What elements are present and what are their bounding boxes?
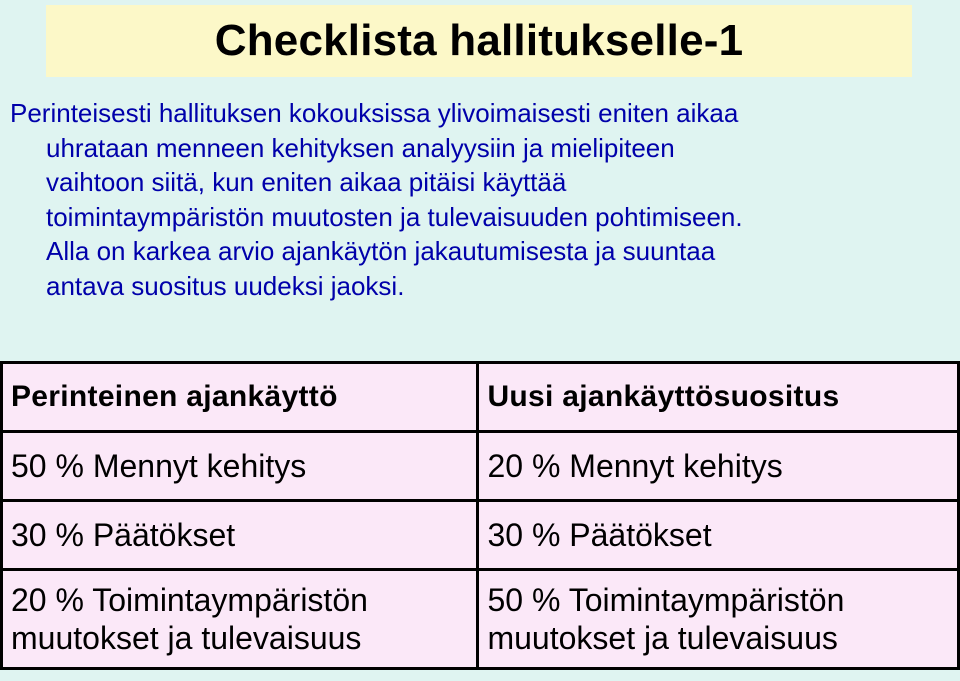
cell-recommended: 30 % Päätökset <box>478 501 959 570</box>
table-header-row <box>2 363 959 432</box>
table-row <box>2 570 959 669</box>
intro-line: Alla on karkea arvio ajankäytön jakautumisesta ja suuntaa <box>46 236 716 266</box>
page-title: Checklista hallitukselle-1 <box>214 16 744 65</box>
intro-line: antava suositus uudeksi jaoksi. <box>46 270 405 301</box>
cell-traditional: 20 % Toimintaympäristön muutokset ja tulevaisuus <box>2 570 478 669</box>
intro-paragraph <box>10 96 950 303</box>
table-row <box>2 432 959 501</box>
intro-line: Perinteisesti hallituksen kokouksissa ylivoimaisesti eniten aikaa <box>10 98 739 128</box>
cell-recommended: 20 % Mennyt kehitys <box>478 432 959 501</box>
time-allocation-table <box>0 361 960 670</box>
title-banner <box>46 5 912 77</box>
intro-line: vaihtoon siitä, kun eniten aikaa pitäisi käyttää <box>46 167 567 197</box>
header-traditional: Perinteinen ajankäyttö <box>2 363 478 432</box>
header-recommended: Uusi ajankäyttösuositus <box>478 363 959 432</box>
intro-line: uhrataan menneen kehityksen analyysiin ja mielipiteen <box>46 132 675 163</box>
cell-traditional: 50 % Mennyt kehitys <box>2 432 478 501</box>
table-row <box>2 501 959 570</box>
intro-line: toimintaympäristön muutosten ja tulevaisuuden pohtimiseen. <box>46 201 743 232</box>
cell-recommended: 50 % Toimintaympäristön muutokset ja tulevaisuus <box>478 570 959 669</box>
cell-traditional: 30 % Päätökset <box>2 501 478 570</box>
